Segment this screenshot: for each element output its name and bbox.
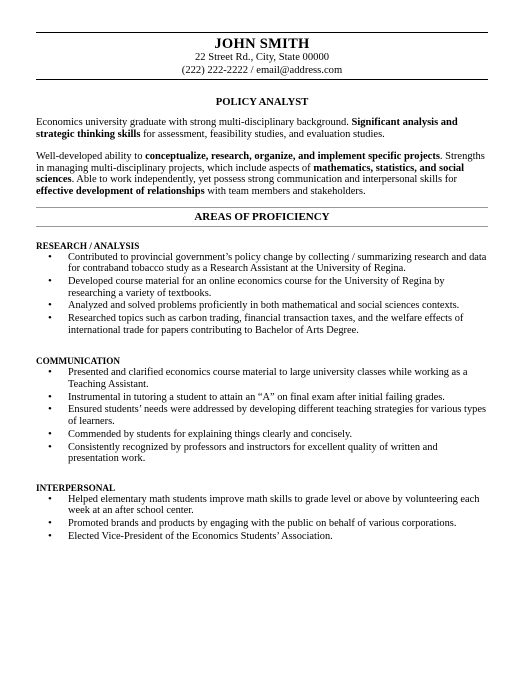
list-item-text: Contributed to provincial government’s policy change by collecting / summarizing research and data for contraband tobacco study as a Research Assistant at the University of Regina. bbox=[68, 251, 487, 275]
list-item-text: Researched topics such as carbon trading, financial transaction taxes, and the welfare effects of international trade for papers contributing to Bachelor of Arts Degree. bbox=[68, 313, 464, 336]
category-title: RESEARCH / ANALYSIS bbox=[36, 240, 140, 251]
list-item-text: Analyzed and solved problems proficiently in both mathematical and social sciences contexts. bbox=[68, 300, 460, 312]
section-top-rule bbox=[36, 207, 488, 208]
resume-page bbox=[36, 32, 488, 544]
list-item-text: Promoted brands and products by engaging with the public on behalf of various corporations. bbox=[68, 518, 457, 530]
proficiency-section bbox=[36, 356, 488, 465]
header-bottom-rule bbox=[36, 79, 488, 80]
address-line: 22 Street Rd., City, State 00000 bbox=[194, 52, 330, 63]
section-heading: AREAS OF PROFICIENCY bbox=[194, 210, 330, 223]
summary-text: for assessment, feasibility studies, and evaluation studies. bbox=[140, 128, 385, 140]
contact-line: (222) 222-2222 / email@address.com bbox=[181, 64, 343, 76]
candidate-name: JOHN SMITH bbox=[214, 36, 310, 52]
bullet-icon: • bbox=[48, 366, 52, 379]
list-item bbox=[48, 440, 488, 465]
list-item bbox=[48, 250, 488, 275]
bullet-list bbox=[36, 494, 488, 543]
bullet-icon: • bbox=[48, 299, 52, 312]
list-item bbox=[48, 427, 488, 441]
proficiency-section bbox=[36, 241, 488, 337]
list-item-text: Ensured students’ needs were addressed by developing different teaching strategies for various types of learners. bbox=[68, 404, 486, 428]
list-item-text: Commended by students for explaining things clearly and concisely. bbox=[68, 428, 353, 440]
bullet-icon: • bbox=[48, 529, 52, 542]
bullet-icon: • bbox=[48, 390, 52, 403]
summary-text: . Strengths in managing multi-disciplinary projects, which include aspects of bbox=[36, 151, 485, 174]
list-item-text: Helped elementary math students improve math skills to grade level or above by volunteering each week at an after school center. bbox=[68, 493, 480, 517]
proficiency-section bbox=[36, 483, 488, 543]
list-item-text: Developed course material for an online economics course for the University of Regina by researching a variety of textbooks. bbox=[68, 275, 445, 299]
list-item bbox=[48, 274, 488, 299]
list-item bbox=[48, 312, 488, 336]
bullet-list bbox=[36, 252, 488, 337]
summary-text: Economics university graduate with strong multi-disciplinary background. bbox=[36, 117, 352, 128]
summary-text: . Able to work independently, yet possess strong communication and interpersonal skills for bbox=[71, 174, 457, 186]
list-item-text: Presented and clarified economics course material to large university classes while working as a Teaching Assistant. bbox=[68, 367, 468, 390]
bullet-list bbox=[36, 367, 488, 465]
list-item bbox=[48, 529, 488, 543]
list-item-text: Instrumental in tutoring a student to attain an “A” on final exam after initial failing grades. bbox=[68, 391, 445, 403]
header-top-rule bbox=[36, 32, 488, 33]
list-item bbox=[48, 403, 488, 428]
summary-paragraph bbox=[36, 151, 488, 197]
category-title: INTERPERSONAL bbox=[36, 482, 116, 493]
summary-paragraph bbox=[36, 117, 488, 140]
list-item-text: Consistently recognized by professors and instructors for excellent quality of written and presentation work. bbox=[68, 441, 438, 465]
bullet-icon: • bbox=[48, 274, 52, 287]
summary-text: Well-developed ability to bbox=[36, 151, 146, 163]
job-title: POLICY ANALYST bbox=[215, 97, 309, 108]
list-item bbox=[48, 366, 488, 390]
summary-text: with team members and stakeholders. bbox=[204, 185, 366, 197]
proficiency-sections bbox=[36, 241, 488, 543]
summary bbox=[36, 117, 488, 198]
list-item bbox=[48, 492, 488, 517]
summary-emphasis: mathematics, statistics, and social sciences bbox=[36, 162, 465, 186]
category-title: COMMUNICATION bbox=[36, 356, 121, 367]
list-item bbox=[48, 517, 488, 530]
bullet-icon: • bbox=[48, 403, 52, 416]
bullet-icon: • bbox=[48, 492, 52, 505]
list-item bbox=[48, 299, 488, 312]
summary-emphasis: effective development of relationships bbox=[36, 185, 205, 197]
list-item bbox=[48, 390, 488, 404]
bullet-icon: • bbox=[48, 427, 52, 440]
bullet-icon: • bbox=[48, 440, 52, 453]
summary-emphasis: conceptualize, research, organize, and implement specific projects bbox=[145, 151, 440, 163]
summary-emphasis: Significant analysis and strategic thinking skills bbox=[36, 117, 458, 140]
section-bottom-rule bbox=[36, 226, 488, 227]
bullet-icon: • bbox=[48, 517, 52, 530]
bullet-icon: • bbox=[48, 312, 52, 325]
bullet-icon: • bbox=[48, 250, 52, 263]
list-item-text: Elected Vice-President of the Economics Students’ Association. bbox=[68, 530, 333, 542]
